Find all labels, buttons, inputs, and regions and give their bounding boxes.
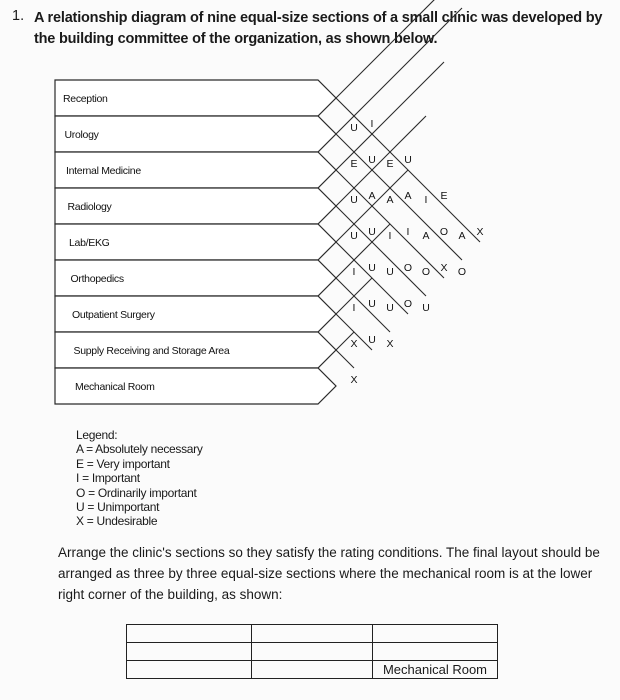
relationship-code: U <box>368 154 376 166</box>
legend-item-a: A = Absolutely necessary <box>76 442 203 457</box>
question-text: A relationship diagram of nine equal-size sections of a small clinic was developed by the building committee of the organization, as shown below. <box>34 10 603 47</box>
relationship-code: X <box>386 338 394 350</box>
department-label: Lab/EKG <box>69 237 110 249</box>
relationship-code: U <box>350 194 358 206</box>
relationship-code: U <box>350 230 358 242</box>
layout-cell <box>373 643 498 661</box>
department-label: Urology <box>64 129 99 141</box>
grid-line <box>336 350 354 368</box>
department-label: Reception <box>63 93 108 105</box>
grid-line <box>336 278 390 332</box>
department-label: Internal Medicine <box>66 165 141 177</box>
relationship-code: U <box>422 302 430 314</box>
relationship-code: X <box>440 262 448 274</box>
relationship-code: I <box>352 302 356 314</box>
relationship-code: A <box>422 230 430 242</box>
department-label: Radiology <box>67 201 112 213</box>
relationship-code: U <box>350 122 358 134</box>
layout-row <box>127 625 498 643</box>
relationship-code: I <box>352 266 356 278</box>
legend-title: Legend: <box>76 428 118 442</box>
question-number: 1. <box>12 8 25 24</box>
relationship-code: U <box>386 266 394 278</box>
legend-item-e: E = Very important <box>76 456 170 471</box>
relationship-code: I <box>370 118 374 130</box>
relationship-code: A <box>368 190 376 202</box>
department-label: Orthopedics <box>70 273 124 285</box>
relationship-code: I <box>424 194 428 206</box>
grid-line <box>336 224 390 278</box>
layout-cell <box>373 625 498 643</box>
layout-cell <box>252 661 373 679</box>
layout-cell-mechanical-room: Mechanical Room <box>373 661 498 679</box>
relationship-code: O <box>439 226 449 238</box>
relationship-code: X <box>350 338 358 350</box>
relationship-code: U <box>404 154 412 166</box>
relationship-code: I <box>406 226 410 238</box>
relationship-code: U <box>368 226 376 238</box>
relationship-code: A <box>386 194 394 206</box>
grid-line <box>336 8 462 134</box>
legend-item-u: U = Unimportant <box>76 500 160 515</box>
relationship-code: U <box>368 262 376 274</box>
relationship-code: X <box>350 374 358 386</box>
grid-line <box>336 206 426 296</box>
relationship-code: E <box>386 158 394 170</box>
relationship-code: U <box>386 302 394 314</box>
relationship-code: E <box>350 158 358 170</box>
relationship-code: U <box>368 334 376 346</box>
layout-cell <box>252 643 373 661</box>
legend <box>76 428 203 529</box>
relationship-code: O <box>421 266 431 278</box>
layout-cell <box>252 625 373 643</box>
legend-item-x: X = Undesirable <box>76 514 158 529</box>
department-label: Outpatient Surgery <box>72 309 155 321</box>
relationship-code: A <box>404 190 412 202</box>
relationship-code: I <box>388 230 392 242</box>
relationship-code: O <box>403 262 413 274</box>
layout-cell <box>127 643 252 661</box>
layout-cell <box>127 661 252 679</box>
relationship-code: U <box>368 298 376 310</box>
layout-grid <box>126 624 498 679</box>
instruction-text: Arrange the clinic's sections so they satisfy the rating conditions. The final layout should be arranged as three by three equal-size sections where the mechanical room is at the lower right corner of the building, as shown: <box>58 545 600 602</box>
relationship-code: O <box>403 298 413 310</box>
relationship-code: O <box>457 266 467 278</box>
relationship-code: A <box>458 230 466 242</box>
layout-row <box>127 643 498 661</box>
grid-line <box>336 0 480 98</box>
legend-item-o: O = Ordinarily important <box>76 485 197 500</box>
grid-line <box>336 62 444 170</box>
department-label: Supply Receiving and Storage Area <box>73 345 230 357</box>
relationship-code: X <box>476 226 484 238</box>
legend-item-i: I = Important <box>76 471 140 486</box>
layout-cell <box>127 625 252 643</box>
department-label: Mechanical Room <box>75 381 155 393</box>
relationship-code: E <box>440 190 448 202</box>
layout-row <box>127 661 498 679</box>
